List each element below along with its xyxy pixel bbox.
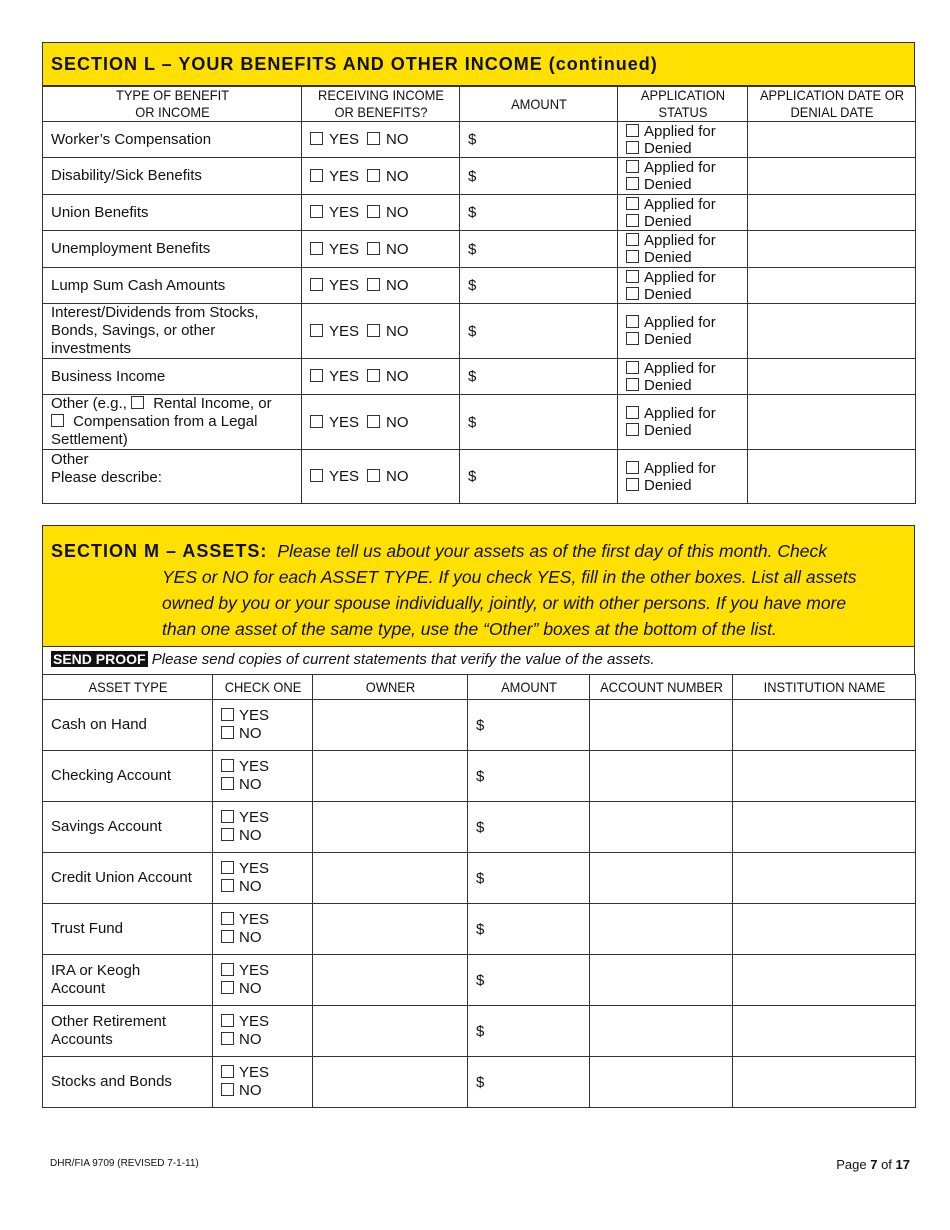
table-row — [43, 395, 916, 450]
denied-label: Denied — [644, 139, 692, 157]
dollar-sign: $ — [468, 368, 477, 385]
benefit-type: Business Income — [43, 359, 302, 395]
section-m-title: SECTION M – ASSETS: — [51, 541, 268, 561]
no-label: NO — [386, 413, 409, 431]
denied-checkbox[interactable] — [626, 287, 639, 300]
yes-label: YES — [239, 809, 270, 826]
yes-checkbox[interactable] — [310, 369, 323, 382]
institution-name-cell[interactable] — [733, 700, 916, 751]
no-checkbox[interactable] — [367, 169, 380, 182]
no-checkbox[interactable] — [367, 469, 380, 482]
applied-checkbox[interactable] — [626, 406, 639, 419]
no-checkbox[interactable] — [221, 726, 234, 739]
dollar-sign: $ — [476, 971, 485, 989]
dollar-sign: $ — [476, 920, 485, 938]
yes-label: YES — [239, 1013, 270, 1030]
date-cell[interactable] — [748, 268, 916, 304]
institution-name-cell[interactable] — [733, 853, 916, 904]
yes-label: YES — [239, 860, 270, 877]
receiving-cell — [302, 268, 460, 304]
table-row — [43, 904, 916, 955]
yes-checkbox[interactable] — [310, 415, 323, 428]
no-label: NO — [239, 878, 262, 895]
yes-checkbox[interactable] — [221, 861, 234, 874]
header-asset-type: ASSET TYPE — [49, 675, 205, 700]
applied-label: Applied for — [644, 405, 716, 422]
header-date: APPLICATION DATE OR DENIAL DATE — [754, 87, 909, 122]
yes-checkbox[interactable] — [310, 324, 323, 337]
amount-cell[interactable] — [468, 904, 590, 955]
assets-section — [42, 674, 915, 1108]
no-checkbox[interactable] — [221, 777, 234, 790]
no-label: NO — [386, 468, 409, 485]
yes-checkbox[interactable] — [310, 278, 323, 291]
date-cell[interactable] — [748, 304, 916, 359]
amount-cell[interactable] — [460, 158, 618, 195]
denied-checkbox[interactable] — [626, 478, 639, 491]
owner-cell[interactable] — [313, 955, 468, 1006]
benefit-type: Disability/Sick Benefits — [43, 158, 302, 195]
applied-checkbox[interactable] — [626, 233, 639, 246]
denied-label: Denied — [644, 422, 692, 439]
table-row — [43, 751, 916, 802]
asset-type: Other Retirement Accounts — [43, 1006, 213, 1057]
check-one-cell — [213, 853, 313, 904]
owner-cell[interactable] — [313, 802, 468, 853]
applied-label: Applied for — [644, 314, 716, 331]
applied-checkbox[interactable] — [626, 270, 639, 283]
denied-checkbox[interactable] — [626, 141, 639, 154]
no-label: NO — [386, 204, 409, 221]
asset-type: Stocks and Bonds — [43, 1057, 213, 1108]
dollar-sign: $ — [476, 767, 485, 785]
check-one-cell — [213, 1057, 313, 1108]
check-one-cell — [213, 904, 313, 955]
dollar-sign: $ — [468, 322, 477, 340]
no-checkbox[interactable] — [367, 132, 380, 145]
denied-label: Denied — [644, 476, 692, 494]
status-cell — [618, 195, 748, 231]
send-proof-tag: SEND PROOF — [53, 651, 146, 667]
no-checkbox[interactable] — [221, 930, 234, 943]
section-l — [42, 42, 915, 504]
table-row — [43, 195, 916, 231]
account-number-cell[interactable] — [590, 751, 733, 802]
yes-label: YES — [329, 368, 360, 385]
section-m-description: Please tell us about your assets as of the first day of this month. Check YES or NO for each ASSET TYPE. If you check YES, fill in the other boxes. List all assets owned by you or your spouse individually, jointly, or with other persons. If you have more than one asset of the same type, use the “Other” boxes at the bottom of the list. — [162, 541, 857, 639]
amount-cell[interactable] — [460, 359, 618, 395]
institution-name-cell[interactable] — [733, 904, 916, 955]
dollar-sign: $ — [476, 716, 485, 734]
no-label: NO — [239, 1031, 262, 1048]
section-l-title: SECTION L – YOUR BENEFITS AND OTHER INCOME (continued) — [42, 42, 915, 86]
no-label: NO — [239, 776, 262, 793]
denied-label: Denied — [644, 212, 692, 230]
header-check-one: CHECK ONE — [217, 675, 309, 700]
no-checkbox[interactable] — [221, 879, 234, 892]
table-row — [43, 1006, 916, 1057]
no-label: NO — [386, 240, 409, 258]
no-label: NO — [239, 929, 262, 946]
denied-checkbox[interactable] — [626, 214, 639, 227]
yes-checkbox[interactable] — [221, 810, 234, 823]
date-cell[interactable] — [748, 359, 916, 395]
amount-cell[interactable] — [468, 1057, 590, 1108]
institution-name-cell[interactable] — [733, 802, 916, 853]
institution-name-cell[interactable] — [733, 1006, 916, 1057]
amount-cell[interactable] — [460, 395, 618, 450]
amount-cell[interactable] — [460, 268, 618, 304]
benefit-type: Union Benefits — [43, 195, 302, 231]
applied-checkbox[interactable] — [626, 124, 639, 137]
section-m-banner — [42, 525, 915, 647]
status-cell — [618, 450, 748, 504]
benefit-type: Lump Sum Cash Amounts — [43, 268, 302, 304]
denied-checkbox[interactable] — [626, 332, 639, 345]
denied-checkbox[interactable] — [626, 177, 639, 190]
no-checkbox[interactable] — [221, 1032, 234, 1045]
date-cell[interactable] — [748, 195, 916, 231]
table-row — [43, 450, 916, 504]
denied-checkbox[interactable] — [626, 250, 639, 263]
amount-cell[interactable] — [460, 195, 618, 231]
yes-label: YES — [239, 911, 270, 928]
header-amount: AMOUNT — [466, 87, 611, 122]
no-label: NO — [386, 368, 409, 385]
page-indicator: Page 7 of 17 — [836, 1157, 910, 1172]
account-number-cell[interactable] — [590, 1006, 733, 1057]
asset-type: Savings Account — [43, 802, 213, 853]
yes-checkbox[interactable] — [310, 169, 323, 182]
account-number-cell[interactable] — [590, 802, 733, 853]
amount-cell[interactable] — [468, 955, 590, 1006]
status-cell — [618, 304, 748, 359]
amount-cell[interactable] — [468, 802, 590, 853]
table-row — [43, 231, 916, 268]
header-amount: AMOUNT — [472, 675, 584, 700]
amount-cell[interactable] — [468, 700, 590, 751]
benefits-table — [42, 86, 916, 504]
check-one-cell — [213, 700, 313, 751]
status-cell — [618, 395, 748, 450]
yes-label: YES — [239, 1064, 270, 1081]
yes-label: YES — [329, 167, 360, 185]
amount-cell[interactable] — [468, 1006, 590, 1057]
date-cell[interactable] — [748, 122, 916, 158]
yes-checkbox[interactable] — [221, 759, 234, 772]
table-row — [43, 304, 916, 359]
dollar-sign: $ — [476, 1022, 485, 1040]
amount-cell[interactable] — [468, 751, 590, 802]
applied-label: Applied for — [644, 359, 716, 377]
institution-name-cell[interactable] — [733, 955, 916, 1006]
yes-checkbox[interactable] — [310, 242, 323, 255]
yes-checkbox[interactable] — [310, 132, 323, 145]
benefit-type: Interest/Dividends from Stocks, Bonds, Savings, or other investments — [43, 304, 302, 359]
account-number-cell[interactable] — [590, 1057, 733, 1108]
header-status: APPLICATION STATUS — [623, 87, 743, 122]
amount-cell[interactable] — [460, 304, 618, 359]
status-cell — [618, 122, 748, 158]
applied-label: Applied for — [644, 459, 716, 477]
status-cell — [618, 268, 748, 304]
denied-label: Denied — [644, 376, 692, 394]
legal-settlement-checkbox[interactable] — [51, 414, 64, 427]
table-row — [43, 122, 916, 158]
no-checkbox[interactable] — [367, 415, 380, 428]
table-row — [43, 802, 916, 853]
dollar-sign: $ — [468, 240, 477, 258]
table-row — [43, 158, 916, 195]
yes-checkbox[interactable] — [221, 1014, 234, 1027]
dollar-sign: $ — [468, 468, 477, 485]
no-label: NO — [239, 1082, 262, 1099]
denied-checkbox[interactable] — [626, 423, 639, 436]
dollar-sign: $ — [468, 204, 477, 221]
dollar-sign: $ — [476, 869, 485, 887]
header-type: TYPE OF BENEFIT OR INCOME — [53, 87, 291, 122]
applied-checkbox[interactable] — [626, 461, 639, 474]
no-checkbox[interactable] — [221, 1083, 234, 1096]
yes-checkbox[interactable] — [221, 963, 234, 976]
table-row — [43, 1057, 916, 1108]
denied-label: Denied — [644, 331, 692, 348]
asset-type: Trust Fund — [43, 904, 213, 955]
asset-type: Cash on Hand — [43, 700, 213, 751]
applied-checkbox[interactable] — [626, 197, 639, 210]
dollar-sign: $ — [468, 131, 477, 148]
check-one-cell — [213, 955, 313, 1006]
receiving-cell — [302, 304, 460, 359]
yes-label: YES — [239, 707, 270, 724]
amount-cell[interactable] — [468, 853, 590, 904]
owner-cell[interactable] — [313, 751, 468, 802]
dollar-sign: $ — [468, 413, 477, 431]
owner-cell[interactable] — [313, 904, 468, 955]
status-cell — [618, 359, 748, 395]
no-checkbox[interactable] — [367, 242, 380, 255]
header-institution-name: INSTITUTION NAME — [740, 675, 908, 700]
form-number: DHR/FIA 9709 (REVISED 7-1-11) — [50, 1158, 199, 1169]
date-cell[interactable] — [748, 158, 916, 195]
yes-label: YES — [329, 204, 360, 221]
owner-cell[interactable] — [313, 853, 468, 904]
denied-checkbox[interactable] — [626, 378, 639, 391]
denied-label: Denied — [644, 249, 692, 266]
amount-cell[interactable] — [460, 231, 618, 268]
no-label: NO — [239, 725, 262, 742]
header-account-number: ACCOUNT NUMBER — [595, 675, 727, 700]
yes-label: YES — [239, 758, 270, 775]
send-proof-note — [42, 647, 915, 675]
assets-header-row — [43, 675, 916, 700]
rental-income-checkbox[interactable] — [131, 396, 144, 409]
yes-label: YES — [329, 322, 360, 340]
status-cell — [618, 158, 748, 195]
yes-checkbox[interactable] — [221, 1065, 234, 1078]
applied-label: Applied for — [644, 232, 716, 249]
receiving-cell — [302, 122, 460, 158]
date-cell[interactable] — [748, 395, 916, 450]
applied-checkbox[interactable] — [626, 361, 639, 374]
denied-label: Denied — [644, 176, 692, 193]
account-number-cell[interactable] — [590, 853, 733, 904]
account-number-cell[interactable] — [590, 700, 733, 751]
yes-checkbox[interactable] — [310, 205, 323, 218]
check-one-cell — [213, 751, 313, 802]
no-label: NO — [239, 980, 262, 997]
yes-label: YES — [329, 413, 360, 431]
no-checkbox[interactable] — [367, 324, 380, 337]
benefit-type: Other (e.g., Rental Income, or Compensation from a Legal Settlement) — [43, 395, 302, 450]
dollar-sign: $ — [476, 1073, 485, 1091]
owner-cell[interactable] — [313, 1006, 468, 1057]
no-checkbox[interactable] — [367, 205, 380, 218]
send-proof-text: Please send copies of current statements that verify the value of the assets. — [147, 651, 655, 668]
no-label: NO — [386, 167, 409, 185]
applied-label: Applied for — [644, 159, 716, 176]
applied-checkbox[interactable] — [626, 315, 639, 328]
asset-type: Checking Account — [43, 751, 213, 802]
benefit-type: Other Please describe: — [43, 450, 302, 504]
owner-cell[interactable] — [313, 700, 468, 751]
receiving-cell — [302, 450, 460, 504]
applied-checkbox[interactable] — [626, 160, 639, 173]
date-cell[interactable] — [748, 231, 916, 268]
yes-label: YES — [329, 277, 360, 294]
benefit-type: Worker’s Compensation — [43, 122, 302, 158]
benefit-type: Unemployment Benefits — [43, 231, 302, 268]
dollar-sign: $ — [468, 167, 477, 185]
table-row — [43, 359, 916, 395]
check-one-cell — [213, 1006, 313, 1057]
asset-type: Credit Union Account — [43, 853, 213, 904]
receiving-cell — [302, 231, 460, 268]
owner-cell[interactable] — [313, 1057, 468, 1108]
table-row — [43, 853, 916, 904]
institution-name-cell[interactable] — [733, 1057, 916, 1108]
yes-checkbox[interactable] — [221, 708, 234, 721]
yes-label: YES — [329, 468, 360, 485]
account-number-cell[interactable] — [590, 955, 733, 1006]
no-checkbox[interactable] — [221, 981, 234, 994]
no-label: NO — [386, 322, 409, 340]
yes-label: YES — [329, 131, 360, 148]
date-cell[interactable] — [748, 450, 916, 504]
denied-label: Denied — [644, 285, 692, 303]
asset-type: IRA or Keogh Account — [43, 955, 213, 1006]
dollar-sign: $ — [468, 277, 477, 294]
receiving-cell — [302, 359, 460, 395]
yes-checkbox[interactable] — [221, 912, 234, 925]
account-number-cell[interactable] — [590, 904, 733, 955]
no-checkbox[interactable] — [221, 828, 234, 841]
status-cell — [618, 231, 748, 268]
institution-name-cell[interactable] — [733, 751, 916, 802]
table-row — [43, 268, 916, 304]
no-label: NO — [386, 131, 409, 148]
assets-table — [42, 674, 916, 1108]
header-receiving: RECEIVING INCOME OR BENEFITS? — [308, 87, 453, 122]
no-checkbox[interactable] — [367, 369, 380, 382]
receiving-cell — [302, 158, 460, 195]
applied-label: Applied for — [644, 122, 716, 140]
table-row — [43, 700, 916, 751]
dollar-sign: $ — [476, 818, 485, 836]
table-row — [43, 955, 916, 1006]
yes-checkbox[interactable] — [310, 469, 323, 482]
no-checkbox[interactable] — [367, 278, 380, 291]
applied-label: Applied for — [644, 268, 716, 286]
check-one-cell — [213, 802, 313, 853]
header-owner: OWNER — [319, 675, 462, 700]
no-label: NO — [386, 277, 409, 294]
applied-label: Applied for — [644, 195, 716, 213]
yes-label: YES — [239, 962, 270, 979]
no-label: NO — [239, 827, 262, 844]
amount-cell[interactable] — [460, 122, 618, 158]
amount-cell[interactable] — [460, 450, 618, 504]
yes-label: YES — [329, 240, 360, 258]
receiving-cell — [302, 195, 460, 231]
benefits-header-row — [43, 87, 916, 122]
receiving-cell — [302, 395, 460, 450]
